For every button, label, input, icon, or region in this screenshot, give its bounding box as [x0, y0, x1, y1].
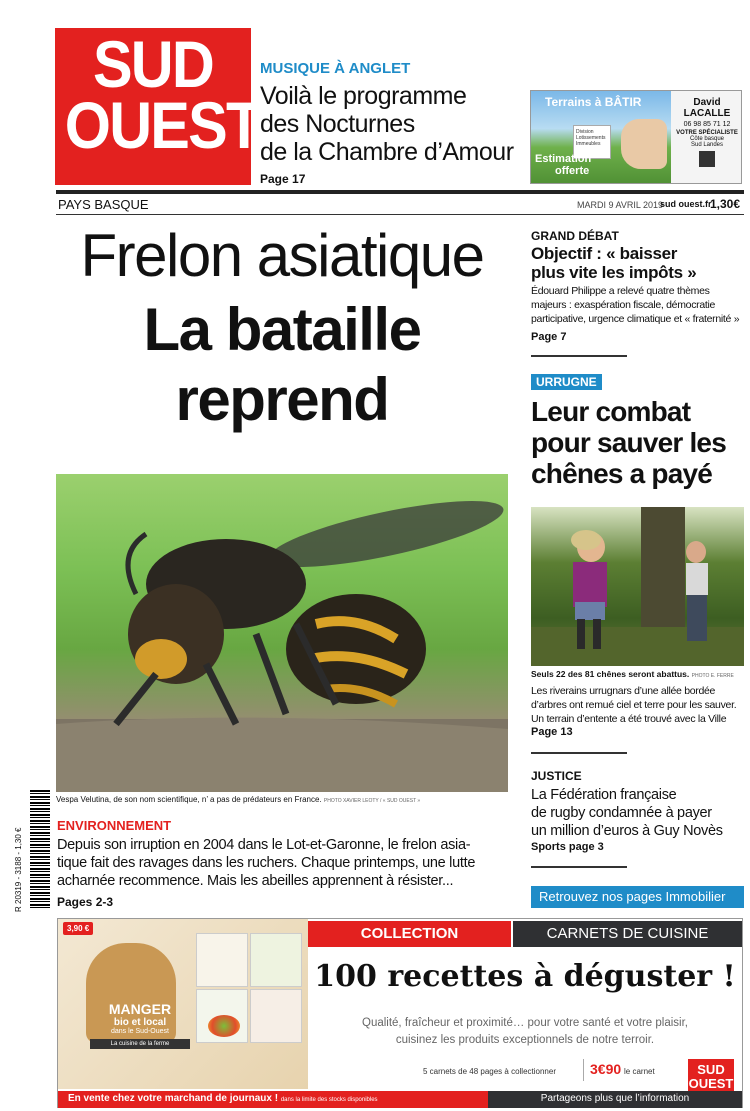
urrugne-body-line-2: d’arbres ont remué ciel et terre pour les sauver.	[531, 699, 737, 711]
banner-price-unit: le carnet	[624, 1067, 655, 1076]
main-title-line-1: Frelon asiatique	[80, 222, 484, 289]
ad-sign-line-1: Division	[576, 129, 594, 135]
sidebar-divider-1	[531, 355, 627, 357]
oak-caption	[531, 669, 734, 679]
debate-title-line-2: plus vite les impôts »	[531, 263, 697, 282]
ad-estimation-line-2: offerte	[555, 165, 590, 177]
ad-sign-line-2: Lotissements	[576, 135, 606, 141]
hornet-illustration	[56, 474, 508, 792]
ad-estimation-line-1: Estimation	[535, 153, 592, 165]
urrugne-headline[interactable]	[531, 396, 726, 489]
justice-headline[interactable]	[531, 786, 723, 840]
cookbook-title-line-3: dans le Sud-Ouest	[111, 1028, 169, 1035]
ad-region-line-1: Côte basque	[689, 136, 725, 142]
cover-price: 1,30€	[710, 197, 741, 211]
mini-cover-1	[196, 933, 248, 987]
edition-label: PAYS BASQUE	[58, 197, 149, 212]
ad-phone: 06 98 85 71 12	[683, 121, 731, 128]
banner-logo-line-1: SUD	[697, 1062, 725, 1077]
mini-cover-4	[250, 989, 302, 1043]
banner-price-badge: 3,90 €	[63, 922, 93, 935]
debate-body-line-1: Édouard Philippe a relevé quatre thèmes	[531, 285, 710, 297]
ad-estimation	[535, 153, 591, 177]
banner-tagline	[308, 1015, 742, 1049]
debate-body-line-2: majeurs : exaspération fiscale, démocratie	[531, 299, 716, 311]
main-headline[interactable]	[56, 224, 508, 432]
ad-agency-logo	[699, 151, 715, 167]
logo-line-2: OUEST	[64, 87, 261, 162]
real-estate-ad[interactable]	[530, 90, 742, 184]
main-title-line-2: La bataille	[143, 296, 421, 363]
urrugne-body-line-1: Les riverains urrugnars d’une allée bordée	[531, 685, 716, 697]
justice-page[interactable]: Sports page 3	[531, 841, 604, 853]
banner-offer: 5 carnets de 48 pages à collectionner	[423, 1067, 556, 1076]
ad-region-line-2: Sud Landes	[690, 142, 724, 148]
ad-hand-image	[621, 119, 667, 169]
cookbook-title-line-2: bio et local	[113, 1017, 167, 1028]
justice-title-line-1: La Fédération française	[531, 787, 677, 803]
debate-headline[interactable]	[531, 244, 696, 282]
debate-body	[531, 284, 744, 326]
ad-specialist: VOTRE SPÉCIALISTE	[676, 130, 738, 136]
story-kicker: ENVIRONNEMENT	[57, 818, 172, 833]
sud-ouest-logo[interactable]	[55, 27, 261, 185]
urrugne-page[interactable]: Page 13	[531, 726, 573, 738]
ad-contact-panel	[671, 91, 742, 184]
issue-date: MARDI 9 AVRIL 2019	[577, 200, 664, 210]
teaser-page: Page 17	[260, 172, 306, 186]
offer-divider	[583, 1059, 584, 1081]
urrugne-tag: URRUGNE	[531, 374, 602, 390]
teaser-line-1: Voilà le programme	[260, 82, 467, 110]
story-body-line-1: Depuis son irruption en 2004 dans le Lot-et-Garonne, le frelon asia-	[57, 837, 471, 853]
ad-title: Terrains à BÂTIR	[545, 95, 642, 109]
dateline-rule	[56, 214, 744, 215]
justice-kicker: JUSTICE	[531, 769, 582, 783]
urrugne-title-line-1: Leur combat	[531, 396, 691, 427]
oak-caption-text: Seuls 22 des 81 chênes seront abattus.	[531, 669, 690, 679]
caption-text: Vespa Velutina, de son nom scientifique, n’ a pas de prédateurs en France.	[56, 795, 322, 804]
oak-credit: PHOTO E. FERRE	[691, 673, 734, 679]
dealer-text: En vente chez votre marchand de journaux !	[68, 1093, 279, 1104]
cookbook-title	[90, 1001, 190, 1049]
oak-photo[interactable]	[531, 507, 744, 666]
cookbook-subtitle: La cuisine de la ferme	[90, 1039, 190, 1049]
dealer-note: dans la limite des stocks disponibles	[280, 1097, 378, 1103]
sidebar-divider-2	[531, 752, 627, 754]
ad-name-line-2: LACALLE	[683, 108, 731, 119]
debate-kicker: GRAND DÉBAT	[531, 229, 619, 243]
collection-label: COLLECTION	[308, 921, 511, 947]
story-pages[interactable]: Pages 2-3	[57, 895, 114, 909]
ad-name-line-1: David	[693, 97, 721, 108]
debate-title-line-1: Objectif : « baisser	[531, 244, 678, 263]
logo-line-1: SUD	[92, 27, 214, 101]
photo-credit: PHOTO XAVIER LEOTY / « SUD OUEST »	[323, 798, 421, 804]
mini-cover-2	[250, 933, 302, 987]
urrugne-title-line-3: chênes a payé	[531, 458, 713, 489]
ad-sign-line-3: Immeubles	[576, 141, 601, 147]
veg-image	[208, 1015, 240, 1037]
banner-headline: 100 recettes à déguster !	[314, 959, 736, 994]
carnets-label: CARNETS DE CUISINE	[513, 921, 742, 947]
story-body-line-3: acharnée recommence. Mais les abeilles apprennent à résister...	[57, 873, 454, 889]
tagline-line-1: Qualité, fraîcheur et proximité… pour votre santé et votre plaisir,	[362, 1017, 688, 1029]
tagline-line-2: cuisinez les produits exceptionnels de notre terroir.	[395, 1034, 655, 1046]
cookbook-title-line-1: MANGER	[108, 1001, 172, 1017]
debate-body-line-3: participative, urgence climatique et « fraternité »	[531, 313, 740, 325]
barcode-text: R 20319 - 3188 - 1,30 €	[14, 827, 23, 912]
banner-price: 3€90	[590, 1061, 622, 1077]
main-title-line-3: reprend	[175, 366, 389, 433]
real-estate-pages-button[interactable]: Retrouvez nos pages Immobilier	[531, 886, 744, 908]
justice-title-line-3: un million d’euros à Guy Novès	[531, 823, 723, 839]
story-body	[57, 836, 509, 890]
oak-illustration	[531, 507, 744, 666]
cookbook-banner[interactable]	[57, 918, 743, 1108]
sidebar-divider-3	[531, 866, 627, 868]
teaser-kicker: MUSIQUE À ANGLET	[260, 60, 411, 77]
urrugne-body-line-3: Un terrain d’entente a été trouvé avec la Ville	[531, 713, 727, 725]
urrugne-title-line-2: pour sauver les	[531, 427, 726, 458]
hornet-photo[interactable]	[56, 474, 508, 792]
teaser-headline[interactable]	[260, 82, 514, 166]
debate-page[interactable]: Page 7	[531, 331, 567, 343]
site-link[interactable]: sud ouest.fr	[660, 199, 712, 209]
share-bar: Partageons plus que l’information	[488, 1091, 742, 1108]
masthead-rule	[56, 190, 744, 194]
teaser-line-3: de la Chambre d’Amour	[260, 138, 514, 166]
justice-title-line-2: de rugby condamnée à payer	[531, 805, 712, 821]
story-body-line-2: tique fait des ravages dans les ruchers. Chaque printemps, une lutte	[57, 855, 476, 871]
photo-caption	[56, 795, 420, 804]
barcode	[30, 790, 50, 910]
urrugne-body	[531, 684, 744, 726]
banner-logo-line-2: OUEST	[688, 1076, 734, 1091]
teaser-line-2: des Nocturnes	[260, 110, 415, 138]
